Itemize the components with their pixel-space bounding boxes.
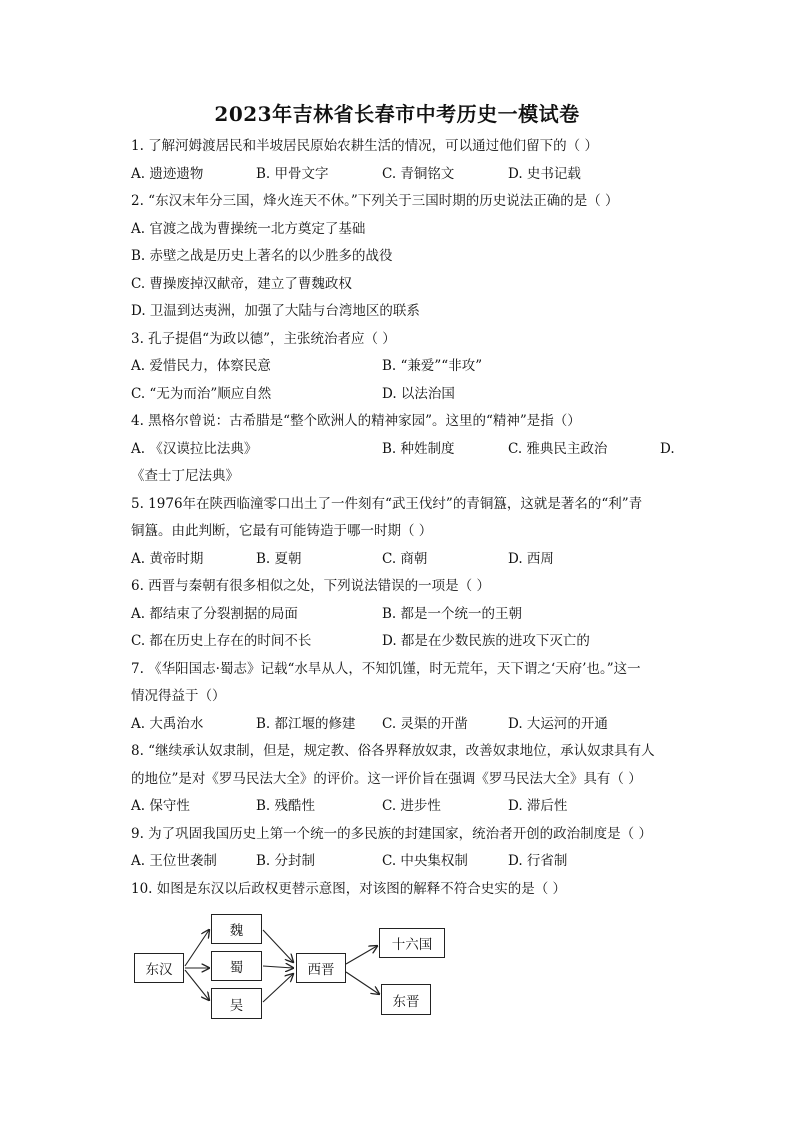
question-9-stem: 9. 为了巩固我国历史上第一个统一的多民族的封建国家，统治者开创的政治制度是（ ） [131, 826, 652, 842]
question-1-stem: 1. 了解河姆渡居民和半坡居民原始农耕生活的情况，可以通过他们留下的（ ） [131, 138, 598, 154]
node-shu: 蜀 [211, 951, 262, 981]
q9-option-b: B. 分封制 [256, 853, 316, 869]
q9-option-c: C. 中央集权制 [382, 853, 468, 869]
q9-option-a: A. 王位世袭制 [131, 853, 217, 869]
node-donghan: 东汉 [134, 953, 184, 983]
q8-option-d: D. 滞后性 [508, 798, 568, 814]
question-7-stem-line1: 7. 《华阳国志·蜀志》记载“水旱从人，不知饥馑，时无荒年，天下谓之‘天府’也。”这一 [131, 661, 641, 677]
q4-option-a: A. 《汉谟拉比法典》 [131, 441, 258, 457]
q6-option-a: A. 都结束了分裂割据的局面 [131, 606, 298, 622]
arrow-shu-xijin [263, 966, 293, 968]
question-4-stem: 4. 黑格尔曾说：古希腊是“整个欧洲人的精神家园”。这里的“精神”是指（） [131, 413, 581, 429]
q1-option-c: C. 青铜铭文 [382, 166, 455, 182]
q3-option-b: B. “兼爱”“非攻” [382, 358, 483, 374]
q2-option-a: A. 官渡之战为曹操统一北方奠定了基础 [131, 221, 366, 237]
q5-option-d: D. 西周 [508, 551, 554, 567]
q3-option-d: D. 以法治国 [382, 386, 455, 402]
arrow-xijin-shiliuguo [346, 946, 377, 964]
q7-option-a: A. 大禹治水 [131, 716, 204, 732]
question-6-stem: 6. 西晋与秦朝有很多相似之处，下列说法错误的一项是（ ） [131, 578, 490, 594]
question-5-stem-line2: 铜簋。由此判断，它最有可能铸造于哪一时期（ ） [131, 523, 433, 539]
q6-option-d: D. 都是在少数民族的进攻下灭亡的 [382, 633, 590, 649]
node-dongjin: 东晋 [381, 984, 431, 1015]
q1-option-b: B. 甲骨文字 [256, 166, 329, 182]
q5-option-a: A. 黄帝时期 [131, 551, 204, 567]
q8-option-b: B. 残酷性 [256, 798, 316, 814]
q9-option-d: D. 行省制 [508, 853, 568, 869]
question-8-stem-line2: 的地位”是对《罗马民法大全》的评价。这一评价旨在强调《罗马民法大全》具有（ ） [131, 771, 642, 787]
question-8-stem-line1: 8. “继续承认奴隶制，但是，规定教、俗各界释放奴隶，改善奴隶地位，承认奴隶具有人 [131, 743, 655, 759]
q3-option-c: C. “无为而治”顺应自然 [131, 386, 272, 402]
q7-option-c: C. 灵渠的开凿 [382, 716, 468, 732]
q3-option-a: A. 爱惜民力，体察民意 [131, 358, 271, 374]
q7-option-d: D. 大运河的开通 [508, 716, 608, 732]
node-shiliuguo: 十六国 [379, 928, 445, 958]
question-7-stem-line2: 情况得益于（） [131, 688, 226, 704]
q8-option-a: A. 保守性 [131, 798, 190, 814]
q4-option-c: C. 雅典民主政治 [508, 441, 608, 457]
arrow-wu-xijin [263, 974, 293, 1002]
exam-title: 2023年吉林省长春市中考历史一模试卷 [214, 102, 580, 126]
node-xijin: 西晋 [296, 953, 346, 983]
question-2-stem: 2. “东汉末年分三国，烽火连天不休。”下列关于三国时期的历史说法正确的是（ ） [131, 193, 619, 209]
q8-option-c: C. 进步性 [382, 798, 441, 814]
q5-option-c: C. 商朝 [382, 551, 428, 567]
question-10-stem: 10. 如图是东汉以后政权更替示意图，对该图的解释不符合史实的是（ ） [131, 881, 567, 897]
q2-option-c: C. 曹操废掉汉献帝，建立了曹魏政权 [131, 276, 352, 292]
question-3-stem: 3. 孔子提倡“为政以德”，主张统治者应（ ） [131, 331, 396, 347]
q6-option-c: C. 都在历史上存在的时间不长 [131, 633, 312, 649]
q2-option-b: B. 赤壁之战是历史上著名的以少胜多的战役 [131, 248, 393, 264]
q4-option-d-label: D. [660, 441, 675, 457]
arrow-xijin-dongjin [346, 972, 379, 994]
arrow-wei-xijin [263, 930, 293, 962]
q1-option-a: A. 遗迹遗物 [131, 166, 204, 182]
arrow-donghan-wu [185, 970, 209, 1000]
q4-option-b: B. 种姓制度 [382, 441, 455, 457]
node-wei: 魏 [211, 914, 262, 944]
q2-option-d: D. 卫温到达夷洲，加强了大陆与台湾地区的联系 [131, 303, 420, 319]
q1-option-d: D. 史书记载 [508, 166, 581, 182]
q7-option-b: B. 都江堰的修建 [256, 716, 356, 732]
q6-option-b: B. 都是一个统一的王朝 [382, 606, 523, 622]
node-wu: 吴 [211, 988, 262, 1019]
q5-option-b: B. 夏朝 [256, 551, 302, 567]
q4-option-d-text: 《查士丁尼法典》 [131, 468, 239, 484]
arrow-donghan-wei [185, 930, 209, 966]
question-5-stem-line1: 5. 1976年在陕西临潼零口出土了一件刻有“武王伐纣”的青铜簋，这就是著名的“利”青 [131, 496, 643, 512]
